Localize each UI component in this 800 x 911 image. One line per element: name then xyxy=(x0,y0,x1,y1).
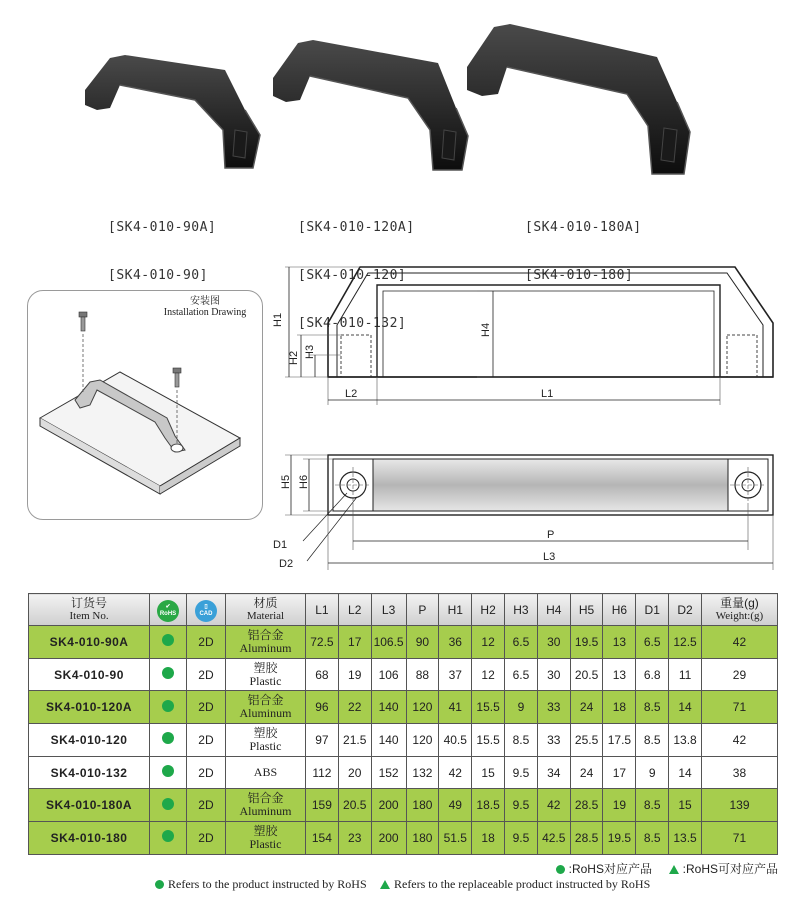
dimension-cell: 17.5 xyxy=(603,724,636,757)
item-number-cell: SK4-010-90A xyxy=(29,626,150,659)
dimension-cell: 15.5 xyxy=(472,724,505,757)
handle-photo-120 xyxy=(268,38,478,178)
dimension-cell: 9.5 xyxy=(505,756,538,789)
material-cell xyxy=(225,724,305,757)
dimension-cell: 200 xyxy=(371,822,406,855)
legend-replace-cn: :RoHS可对应产品 xyxy=(682,862,778,876)
material-en: Aluminum xyxy=(239,706,292,721)
header-dim: L1 xyxy=(305,594,338,626)
dimension-cell: 106.5 xyxy=(371,626,406,659)
side-view-drawing xyxy=(265,255,795,410)
handle-photo-90 xyxy=(75,50,270,175)
dimension-cell: 8.5 xyxy=(636,691,669,724)
installation-title-en: Installation Drawing xyxy=(163,307,247,318)
rohs-dot-icon xyxy=(162,798,174,810)
header-dim: H1 xyxy=(439,594,472,626)
dimension-cell: 40.5 xyxy=(439,724,472,757)
dim-label-h3: H3 xyxy=(304,344,316,359)
dimension-cell: 51.5 xyxy=(439,822,472,855)
header-dim: H5 xyxy=(570,594,603,626)
material-en: Plastic xyxy=(249,738,282,753)
weight-cell: 42 xyxy=(701,724,777,757)
dim-label-h5: H5 xyxy=(280,474,292,489)
dimension-cell: 23 xyxy=(338,822,371,855)
table-row xyxy=(29,724,778,757)
dim-label-p: P xyxy=(547,529,555,541)
header-dim: L3 xyxy=(371,594,406,626)
dimension-cell: 34 xyxy=(537,756,570,789)
cad-cell: 2D xyxy=(186,756,225,789)
rohs-dot-icon xyxy=(162,700,174,712)
cad-badge-icon: ▯ CAD xyxy=(195,600,217,622)
dimension-cell: 72.5 xyxy=(305,626,338,659)
dimension-cell: 20 xyxy=(338,756,371,789)
caption-group-90 xyxy=(108,188,216,300)
dimension-cell: 14 xyxy=(669,691,702,724)
dimension-cell: 12 xyxy=(472,626,505,659)
material-en: Plastic xyxy=(249,673,282,688)
header-cad xyxy=(186,594,225,626)
dimension-cell: 9.5 xyxy=(505,789,538,822)
handle-photo-180 xyxy=(462,22,702,182)
dimension-cell: 20.5 xyxy=(338,789,371,822)
dimension-cell: 18 xyxy=(603,691,636,724)
material-cell xyxy=(225,658,305,691)
dim-label-d2: D2 xyxy=(279,558,294,570)
material-cn: 塑胶 xyxy=(253,823,278,838)
dimension-cell: 152 xyxy=(371,756,406,789)
item-number-cell: SK4-010-180 xyxy=(29,822,150,855)
dimension-cell: 24 xyxy=(570,756,603,789)
rohs-dot-icon xyxy=(162,667,174,679)
dimension-cell: 13.8 xyxy=(669,724,702,757)
material-en: Aluminum xyxy=(239,804,292,819)
header-weight-cn: 重量(g) xyxy=(720,596,759,610)
weight-cell: 139 xyxy=(701,789,777,822)
installation-title-cn: 安装图 xyxy=(190,296,220,307)
dimension-cell: 37 xyxy=(439,658,472,691)
rohs-cell xyxy=(150,724,187,757)
header-item-no xyxy=(29,594,150,626)
legend-rohs-en: Refers to the product instructed by RoHS xyxy=(168,877,367,891)
caption-line: [SK4-010-90] xyxy=(108,268,208,283)
dimension-cell: 140 xyxy=(371,691,406,724)
caption-line: [SK4-010-132] xyxy=(298,316,407,331)
dimension-cell: 120 xyxy=(406,724,439,757)
cad-cell: 2D xyxy=(186,658,225,691)
table-row xyxy=(29,658,778,691)
table-row xyxy=(29,626,778,659)
dimension-cell: 15 xyxy=(669,789,702,822)
legend-replace-en: Refers to the replaceable product instructed by RoHS xyxy=(393,877,651,891)
material-cn: 塑胶 xyxy=(253,725,278,740)
dim-label-l3: L3 xyxy=(543,551,556,563)
cad-cell: 2D xyxy=(186,626,225,659)
material-cell xyxy=(225,626,305,659)
header-material xyxy=(225,594,305,626)
dimension-cell: 97 xyxy=(305,724,338,757)
dimension-cell: 33 xyxy=(537,691,570,724)
dimension-cell: 19 xyxy=(603,789,636,822)
dimension-cell: 180 xyxy=(406,822,439,855)
weight-cell: 29 xyxy=(701,658,777,691)
dimension-cell: 17 xyxy=(338,626,371,659)
dimension-cell: 18.5 xyxy=(472,789,505,822)
header-rohs xyxy=(150,594,187,626)
header-weight xyxy=(701,594,777,626)
dimension-cell: 12 xyxy=(472,658,505,691)
installation-illustration xyxy=(35,310,255,510)
rohs-badge-icon: ✔ RoHS xyxy=(157,600,179,622)
dimension-cell: 28.5 xyxy=(570,789,603,822)
rohs-dot-icon xyxy=(162,765,174,777)
dim-label-h4: H4 xyxy=(480,322,492,337)
dimension-cell: 30 xyxy=(537,658,570,691)
triangle-icon xyxy=(669,865,679,874)
dim-label-l1: L1 xyxy=(541,388,554,400)
table-body xyxy=(29,626,778,855)
dimension-cell: 13 xyxy=(603,658,636,691)
item-number-cell: SK4-010-120 xyxy=(29,724,150,757)
table-row xyxy=(29,756,778,789)
cad-cell: 2D xyxy=(186,822,225,855)
table-row xyxy=(29,691,778,724)
dimension-cell: 15.5 xyxy=(472,691,505,724)
dimension-cell: 180 xyxy=(406,789,439,822)
dim-label-h1: H1 xyxy=(272,312,284,327)
dim-label-d1: D1 xyxy=(273,539,288,551)
material-cell xyxy=(225,822,305,855)
cad-badge-label: CAD xyxy=(199,611,213,617)
rohs-cell xyxy=(150,658,187,691)
item-number-cell: SK4-010-180A xyxy=(29,789,150,822)
dimension-cell: 42 xyxy=(537,789,570,822)
dimension-cell: 13.5 xyxy=(669,822,702,855)
dimension-cell: 30 xyxy=(537,626,570,659)
dimension-cell: 19 xyxy=(338,658,371,691)
rohs-cell xyxy=(150,789,187,822)
dimension-cell: 19.5 xyxy=(570,626,603,659)
caption-line: [SK4-010-180A] xyxy=(525,220,642,235)
header-dim: H4 xyxy=(537,594,570,626)
table-row xyxy=(29,789,778,822)
rohs-badge-label: RoHS xyxy=(159,611,177,617)
item-number-cell: SK4-010-90 xyxy=(29,658,150,691)
material-cn: 铝合金 xyxy=(247,791,284,806)
header-dim: D1 xyxy=(636,594,669,626)
dimension-cell: 11 xyxy=(669,658,702,691)
dimension-cell: 12.5 xyxy=(669,626,702,659)
caption-line: [SK4-010-180] xyxy=(525,268,634,283)
dimension-cell: 22 xyxy=(338,691,371,724)
dimension-cell: 88 xyxy=(406,658,439,691)
header-dim: H3 xyxy=(505,594,538,626)
dimension-cell: 96 xyxy=(305,691,338,724)
dimension-cell: 6.5 xyxy=(636,626,669,659)
dimension-cell: 15 xyxy=(472,756,505,789)
dimension-cell: 17 xyxy=(603,756,636,789)
material-cn: 铝合金 xyxy=(247,693,284,708)
header-item-cn: 订货号 xyxy=(71,596,108,610)
dimension-cell: 90 xyxy=(406,626,439,659)
dimension-cell: 154 xyxy=(305,822,338,855)
rohs-dot-icon xyxy=(162,634,174,646)
cad-cell: 2D xyxy=(186,789,225,822)
weight-cell: 38 xyxy=(701,756,777,789)
rohs-cell xyxy=(150,822,187,855)
header-dim: H2 xyxy=(472,594,505,626)
dim-label-h6: H6 xyxy=(298,474,310,489)
rohs-dot-icon xyxy=(162,732,174,744)
cad-cell: 2D xyxy=(186,724,225,757)
dim-label-h2: H2 xyxy=(288,350,300,365)
dimension-cell: 8.5 xyxy=(636,724,669,757)
header-material-en: Material xyxy=(246,610,285,622)
dimension-cell: 36 xyxy=(439,626,472,659)
item-number-cell: SK4-010-132 xyxy=(29,756,150,789)
legend-en xyxy=(155,877,650,892)
dimension-cell: 14 xyxy=(669,756,702,789)
weight-cell: 71 xyxy=(701,822,777,855)
dim-label-l2: L2 xyxy=(345,388,358,400)
dimension-cell: 33 xyxy=(537,724,570,757)
header-dim: H6 xyxy=(603,594,636,626)
dimension-cell: 6.8 xyxy=(636,658,669,691)
header-dim: D2 xyxy=(669,594,702,626)
material-en: ABS xyxy=(253,765,278,780)
dimension-cell: 120 xyxy=(406,691,439,724)
material-en: Aluminum xyxy=(239,640,292,655)
dimension-cell: 49 xyxy=(439,789,472,822)
header-item-en: Item No. xyxy=(69,610,109,622)
weight-cell: 71 xyxy=(701,691,777,724)
dimension-cell: 140 xyxy=(371,724,406,757)
legend-cn xyxy=(556,860,778,877)
caption-line: [SK4-010-120] xyxy=(298,268,407,283)
caption-line: [SK4-010-120A] xyxy=(298,220,415,235)
rohs-dot-icon xyxy=(162,830,174,842)
material-cn: 塑胶 xyxy=(253,660,278,675)
dimension-cell: 6.5 xyxy=(505,658,538,691)
cad-cell: 2D xyxy=(186,691,225,724)
header-material-cn: 材质 xyxy=(253,596,278,610)
rohs-cell xyxy=(150,626,187,659)
dimension-cell: 8.5 xyxy=(636,822,669,855)
rohs-cell xyxy=(150,756,187,789)
dimension-cell: 42.5 xyxy=(537,822,570,855)
dimension-cell: 159 xyxy=(305,789,338,822)
dimension-cell: 8.5 xyxy=(505,724,538,757)
rohs-cell xyxy=(150,691,187,724)
dimension-cell: 25.5 xyxy=(570,724,603,757)
material-en: Plastic xyxy=(249,836,282,851)
material-cell xyxy=(225,691,305,724)
item-number-cell: SK4-010-120A xyxy=(29,691,150,724)
dimension-cell: 8.5 xyxy=(636,789,669,822)
caption-line: [SK4-010-90A] xyxy=(108,220,217,235)
table-row xyxy=(29,822,778,855)
dimension-cell: 20.5 xyxy=(570,658,603,691)
dimension-cell: 106 xyxy=(371,658,406,691)
material-cell xyxy=(225,789,305,822)
dimension-cell: 13 xyxy=(603,626,636,659)
header-dim: P xyxy=(406,594,439,626)
dimension-cell: 6.5 xyxy=(505,626,538,659)
dimension-cell: 18 xyxy=(472,822,505,855)
material-cell xyxy=(225,756,305,789)
dimension-cell: 21.5 xyxy=(338,724,371,757)
header-weight-en: Weight:(g) xyxy=(715,610,764,622)
dimension-cell: 9 xyxy=(636,756,669,789)
dimension-cell: 9.5 xyxy=(505,822,538,855)
dimension-cell: 112 xyxy=(305,756,338,789)
header-dim: L2 xyxy=(338,594,371,626)
dimension-cell: 42 xyxy=(439,756,472,789)
table-header-row xyxy=(29,594,778,626)
top-view-drawing xyxy=(265,445,795,575)
dimension-cell: 9 xyxy=(505,691,538,724)
dimension-cell: 200 xyxy=(371,789,406,822)
dimension-cell: 41 xyxy=(439,691,472,724)
material-cn: 铝合金 xyxy=(247,627,284,642)
dimension-cell: 132 xyxy=(406,756,439,789)
dimension-cell: 24 xyxy=(570,691,603,724)
spec-table xyxy=(28,593,778,855)
dimension-cell: 28.5 xyxy=(570,822,603,855)
triangle-icon xyxy=(380,880,390,889)
rohs-dot-icon xyxy=(556,865,565,874)
legend-rohs-cn: :RoHS对应产品 xyxy=(568,862,652,876)
weight-cell: 42 xyxy=(701,626,777,659)
dimension-cell: 68 xyxy=(305,658,338,691)
dimension-cell: 19.5 xyxy=(603,822,636,855)
rohs-dot-icon xyxy=(155,880,164,889)
